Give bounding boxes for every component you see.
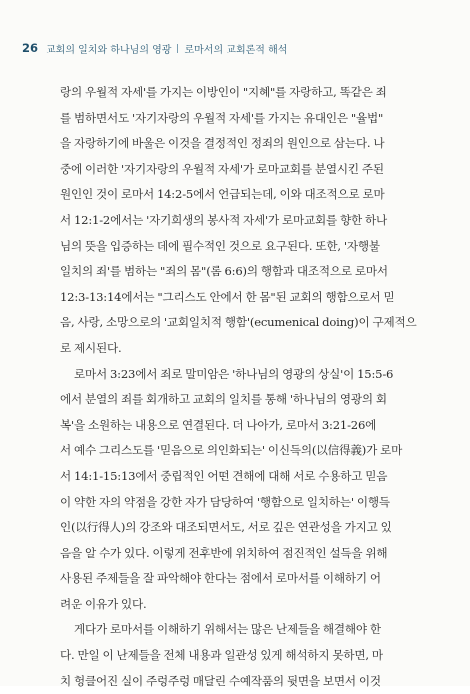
text-line: 로마서 3:23에서 죄로 말미암은 '하나님의 영광의 상실'이 15:5-6: [74, 366, 394, 381]
book-title: 교회의 일치와 하나님의 영광: [46, 44, 172, 56]
text-line: 려운 이유가 있다.: [60, 596, 147, 611]
paragraph-1: [60, 80, 435, 362]
text-line: 을 자랑하기에 바울은 이것을 결정적인 정죄의 원인으로 삼는다. 나: [60, 136, 385, 151]
text-line: 12:3-13:14에서는 "그리스도 안에서 한 몸"된 교회의 행함으로서 믿: [60, 289, 395, 304]
text-line: 서 14:1-15:13에서 중립적인 어떤 견해에 대해 서로 수용하고 믿음: [60, 468, 388, 483]
text-line: 를 범하면서도 '자기자랑의 우월적 자세'를 가지는 유대인은 "율법": [60, 110, 384, 125]
text-line: 랑의 우월적 자세'를 가지는 이방인이 "지혜"를 자랑하고, 똑같은 죄: [60, 85, 387, 99]
text-line: 님의 뜻을 입증하는 데에 필수적인 것으로 요구된다. 또한, '자행불: [60, 238, 380, 253]
text-line: 다. 만일 이 난제들을 전체 내용과 일관성 있게 해석하지 못하면, 마: [60, 648, 383, 663]
body-text: [60, 80, 435, 694]
page-number: 26: [22, 41, 39, 55]
chapter-title: 로마서의 교회론적 해석: [184, 44, 288, 56]
running-header: [22, 40, 448, 56]
text-line: 음, 사랑, 소망으로의 '교회일치적 행함'(ecumenical doing)이 구제적으: [60, 315, 417, 330]
paragraph-2: [60, 362, 435, 618]
text-line: 원인인 것이 로마서 14:2-5에서 언급되는데, 이와 대조적으로 로마: [60, 187, 385, 202]
text-line: 음을 알 수가 있다. 이렇게 전후반에 위치하여 점진적인 설득을 위해: [60, 545, 388, 560]
text-line: 인(以行得人)의 강조와 대조되면서도, 서로 깊은 연관성을 가지고 있: [60, 520, 392, 535]
text-line: 사용된 주제들을 잘 파악해야 한다는 점에서 로마서를 이해하기 어: [60, 571, 381, 586]
text-line: 서 예수 그리스도를 '믿음으로 의인화되는' 이신득의(以信得義)가 로마: [60, 443, 403, 458]
text-line: 이 약한 자의 약점을 강한 자가 담당하여 '행함으로 일치하는' 이행득: [60, 494, 390, 509]
text-line: 복'을 소원하는 내용으로 연결된다. 더 나아가, 로마서 3:21-26에: [60, 417, 377, 432]
text-line: 에서 분열의 죄를 회개하고 교회의 일치를 통해 '하나님의 영광의 회: [60, 392, 387, 407]
text-line: 게다가 로마서를 이해하기 위해서는 많은 난제들을 해결해야 한: [74, 622, 381, 637]
text-line: 일치의 죄'를 범하는 "죄의 몸"(롬 6:6)의 행함과 대조적으로 로마서: [60, 264, 388, 279]
paragraph-3: [60, 617, 435, 694]
header-divider: [177, 44, 178, 53]
text-line: 서 12:1-2에서는 '자기희생의 봉사적 자세'가 로마교회를 향한 하나: [60, 212, 387, 227]
text-line: 중에 이러한 '자기자랑의 우월적 자세'가 로마교회를 분열시킨 주된: [60, 161, 384, 176]
text-line: 치 헝클어진 실이 주렁주렁 매달린 수예작품의 뒷면을 보면서 이것: [60, 673, 381, 688]
text-line: 로 제시된다.: [60, 340, 122, 355]
